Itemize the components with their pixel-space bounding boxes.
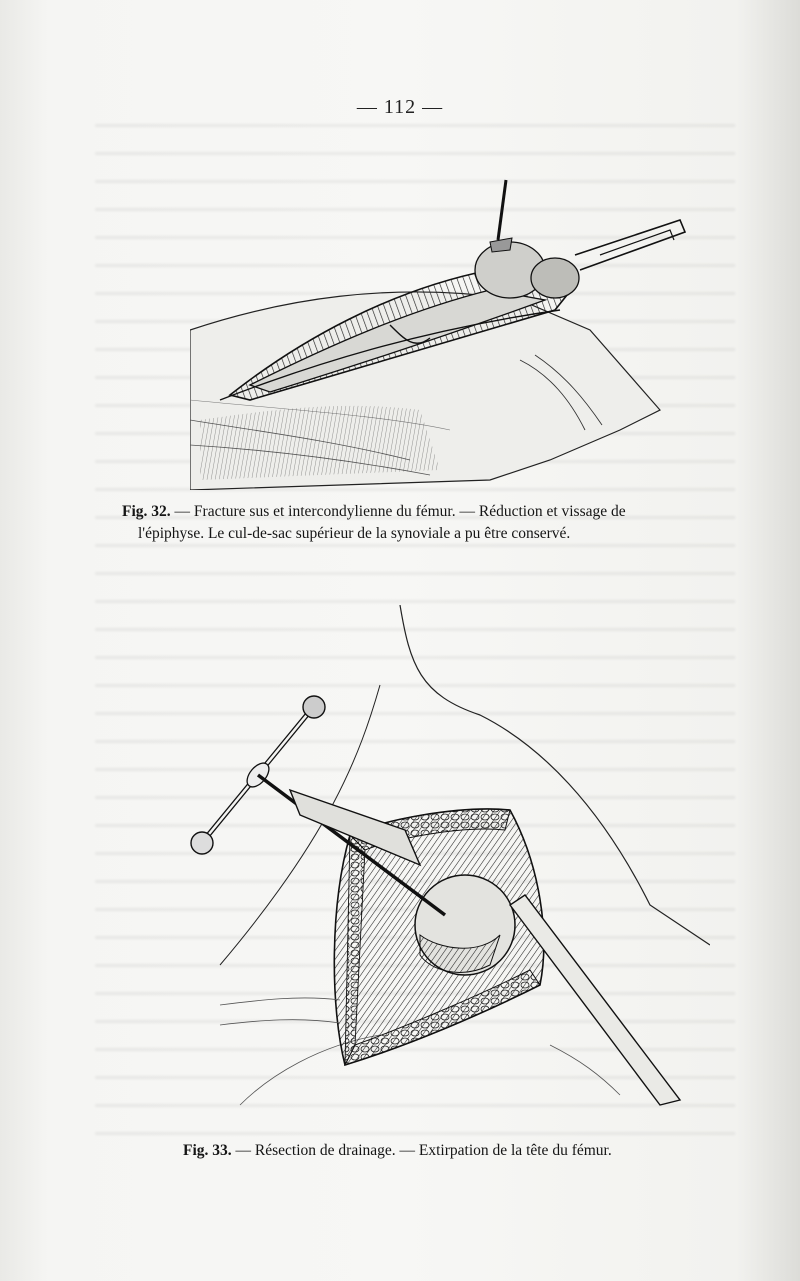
figure-32-caption bbox=[122, 501, 757, 545]
figure-33-caption bbox=[183, 1140, 743, 1162]
figure-32-label: Fig. 32. bbox=[122, 503, 171, 520]
figure-33-label: Fig. 33. bbox=[183, 1142, 232, 1159]
figure-33-caption-text: — Résection de drainage. — Extirpation de la tête du fémur. bbox=[231, 1142, 612, 1159]
figure-32-caption-line2: l'épiphyse. Le cul-de-sac supérieur de la synoviale a pu être conservé. bbox=[138, 525, 571, 542]
page-number: — 112 — bbox=[356, 96, 444, 118]
figure-32-caption-line1: — Fracture sus et intercondylienne du fémur. — Réduction et vissage de bbox=[170, 503, 626, 520]
figure-32-illustration bbox=[190, 160, 690, 490]
figure-33-illustration bbox=[180, 605, 710, 1125]
